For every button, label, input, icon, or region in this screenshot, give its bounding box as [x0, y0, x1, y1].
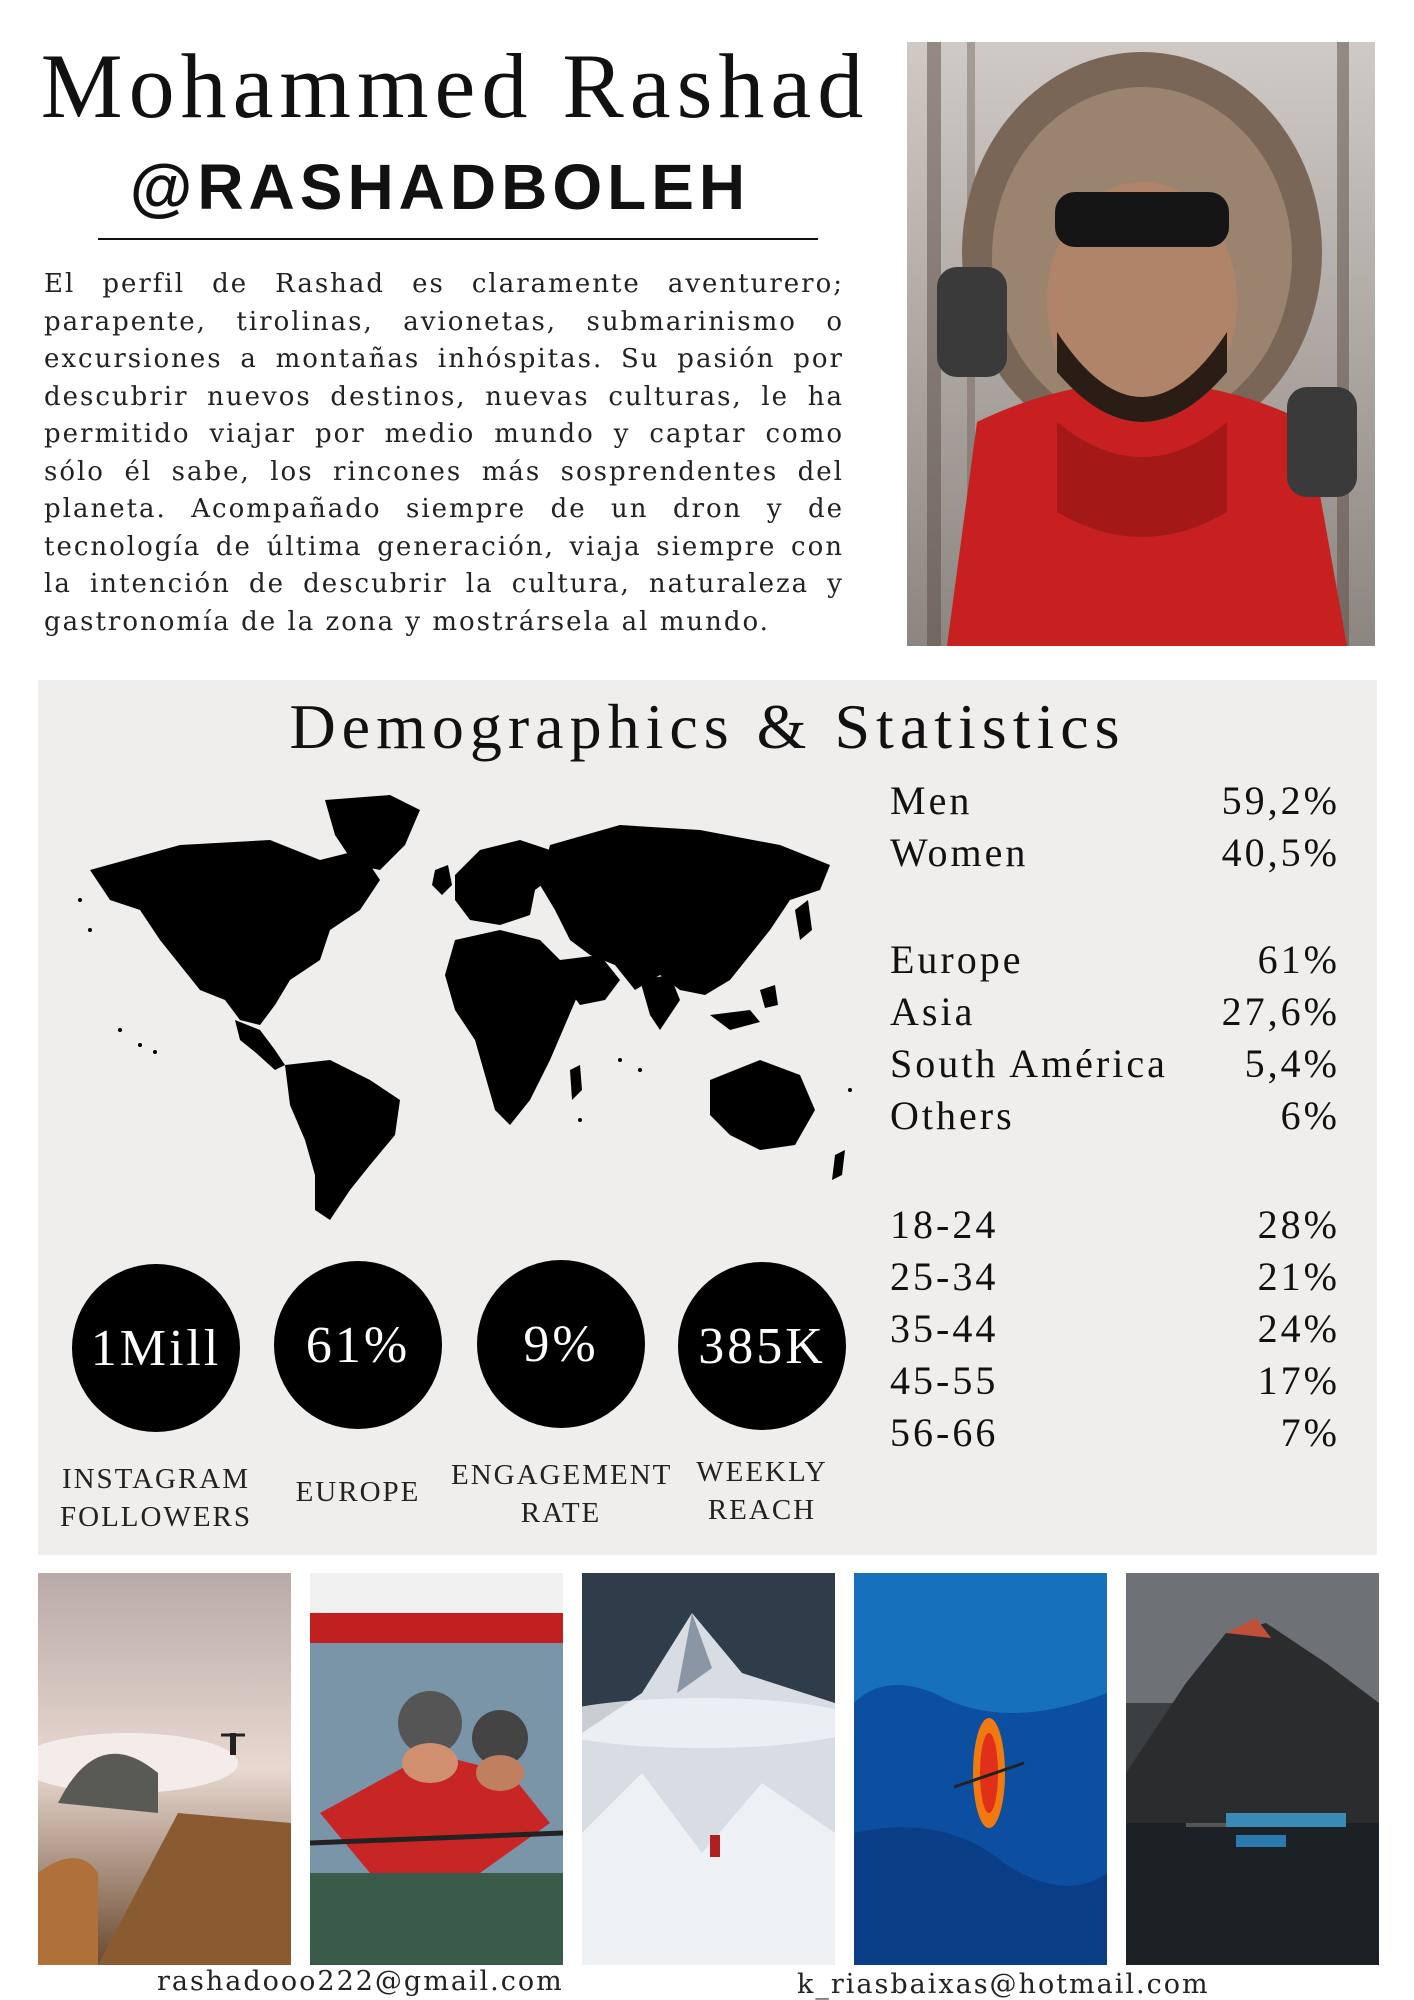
stat-row-age-35-44 — [890, 1304, 1340, 1354]
weekly-reach-label — [652, 1453, 872, 1529]
stat-value: 40,5% — [1221, 830, 1340, 875]
engagement-label — [451, 1456, 671, 1532]
label-line: WEEKLY — [696, 1456, 828, 1488]
stat-row-men — [890, 776, 1340, 826]
stat-row-age-25-34 — [890, 1252, 1340, 1302]
label-line: EUROPE — [295, 1476, 421, 1508]
world-map-icon — [60, 790, 860, 1230]
label-line: ENGAGEMENT — [451, 1459, 673, 1491]
stats-title: Demographics & Statistics — [289, 691, 1126, 762]
europe-label — [248, 1473, 468, 1511]
followers-circle: 1Mill — [72, 1264, 240, 1432]
stat-label: South América — [890, 1041, 1168, 1086]
profile-bio: El perfil de Rashad es claramente aventurero; parapente, tirolinas, avionetas, submarinismo o excursiones a montañas inhóspitas. Su pasión por descubrir nuevos destinos, nuevas culturas, le ha permitido viajar por medio mundo y captar como sólo él sabe, los rincones más sosprendentes del planeta. Acompañado siempre de un dron y de tecnología de última generación, viaja siempre con la intención de descubrir la cultura, naturaleza y gastronomía de la zona y mostrársela al mundo. — [44, 269, 844, 637]
stat-row-others — [890, 1091, 1340, 1141]
stat-label: 45-55 — [890, 1358, 999, 1403]
stat-label: Others — [890, 1093, 1015, 1138]
photo-lake-boats — [1126, 1573, 1379, 1965]
stat-label: 35-44 — [890, 1306, 999, 1351]
stat-value: 6% — [1280, 1093, 1340, 1138]
stat-row-age-56-66 — [890, 1408, 1340, 1458]
label-line: INSTAGRAM — [61, 1463, 251, 1495]
label-line: RATE — [520, 1497, 602, 1529]
stat-row-age-45-55 — [890, 1356, 1340, 1406]
stat-row-europe — [890, 935, 1340, 985]
stat-value: 59,2% — [1221, 778, 1340, 823]
stat-label: Asia — [890, 989, 976, 1034]
label-line: FOLLOWERS — [60, 1501, 252, 1533]
stat-value: 21% — [1257, 1254, 1340, 1299]
stat-label: 56-66 — [890, 1410, 999, 1455]
weekly-reach-circle: 385K — [678, 1262, 846, 1430]
stat-label: Europe — [890, 937, 1024, 982]
stat-value: 27,6% — [1221, 989, 1340, 1034]
stat-value: 5,4% — [1244, 1041, 1340, 1086]
profile-name: Mohammed Rashad — [40, 35, 870, 137]
stat-value: 7% — [1280, 1410, 1340, 1455]
photo-snowy-peak — [582, 1573, 835, 1965]
profile-portrait-photo — [907, 42, 1375, 646]
stat-label: Women — [890, 830, 1029, 875]
stat-label: 25-34 — [890, 1254, 999, 1299]
profile-handle: @RASHADBOLEH — [129, 151, 751, 223]
photo-hang-gliding — [310, 1573, 563, 1965]
europe-circle: 61% — [274, 1261, 442, 1429]
header-divider — [98, 238, 818, 240]
stat-label: 18-24 — [890, 1202, 999, 1247]
stat-value: 28% — [1257, 1202, 1340, 1247]
stat-label: Men — [890, 778, 973, 823]
stat-row-age-18-24 — [890, 1200, 1340, 1250]
photo-mountain-fog — [38, 1573, 291, 1965]
label-line: REACH — [707, 1494, 817, 1526]
photo-kayak-ocean — [854, 1573, 1107, 1965]
engagement-circle: 9% — [477, 1260, 645, 1428]
email-hotmail[interactable]: k_riasbaixas@hotmail.com — [797, 1969, 1210, 2000]
stat-value: 24% — [1257, 1306, 1340, 1351]
stat-value: 61% — [1257, 937, 1340, 982]
email-gmail[interactable]: rashadooo222@gmail.com — [157, 1966, 564, 1997]
stat-row-asia — [890, 987, 1340, 1037]
stat-value: 17% — [1257, 1358, 1340, 1403]
stat-row-women — [890, 828, 1340, 878]
stat-row-south-america — [890, 1039, 1340, 1089]
followers-label — [46, 1460, 266, 1536]
